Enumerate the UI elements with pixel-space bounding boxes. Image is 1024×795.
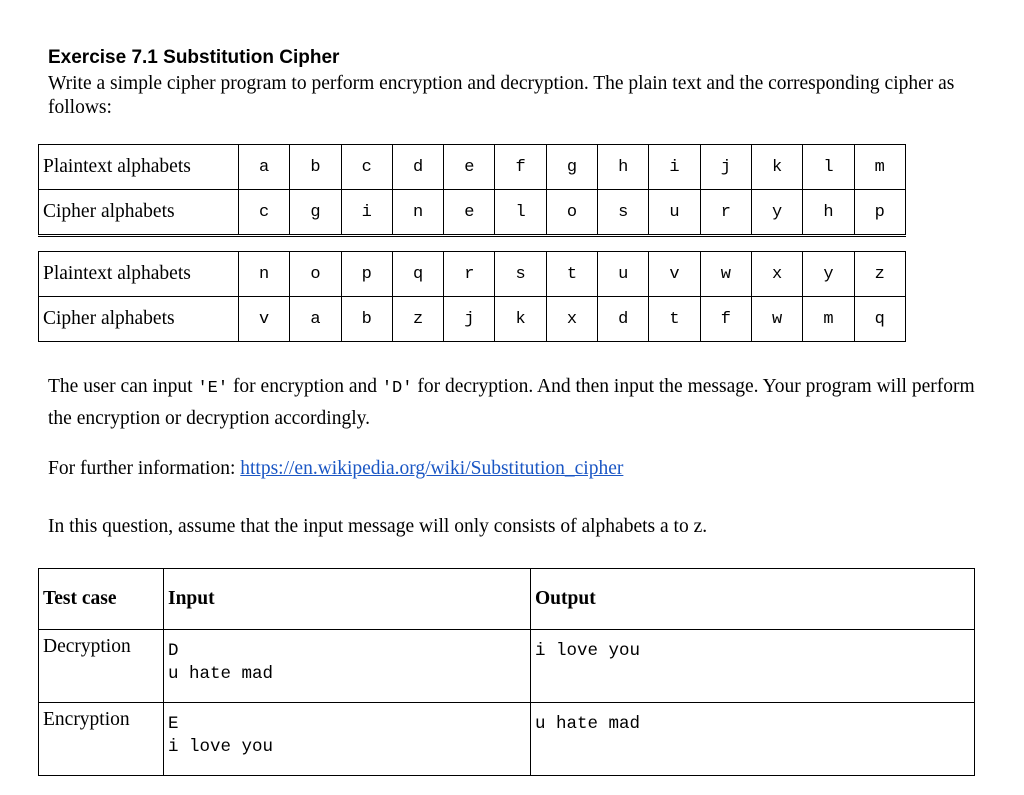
table-divider-line [38, 236, 906, 237]
plain-cell: n [239, 252, 290, 297]
cipher-cell: d [598, 297, 649, 342]
plain-cell: t [546, 252, 597, 297]
cipher-cell: z [392, 297, 443, 342]
plain-cell: l [803, 145, 854, 190]
test-case-name: Encryption [39, 703, 164, 776]
cipher-cell: f [700, 297, 751, 342]
cipher-label: Cipher alphabets [39, 190, 239, 235]
cipher-cell: x [546, 297, 597, 342]
plain-cell: o [290, 252, 341, 297]
table-row [39, 630, 975, 703]
plain-cell: b [290, 145, 341, 190]
input-line: u hate mad [168, 664, 274, 684]
cipher-table-a-m [38, 144, 906, 235]
user-input-text-3: for decryption. And then input the message. Your program will perform the encryption or decryption accordingly. [48, 376, 975, 429]
cipher-cell: k [495, 297, 546, 342]
plain-cell: q [392, 252, 443, 297]
test-input [164, 630, 531, 703]
cipher-row [39, 190, 906, 235]
user-input-text-1: The user can input [48, 376, 198, 397]
plain-cell: v [649, 252, 700, 297]
plain-cell: j [700, 145, 751, 190]
cipher-cell: u [649, 190, 700, 235]
plain-cell: h [598, 145, 649, 190]
cipher-label: Cipher alphabets [39, 297, 239, 342]
cipher-cell: v [239, 297, 290, 342]
wikipedia-link[interactable]: https://en.wikipedia.org/wiki/Substitution_cipher [240, 458, 624, 479]
plaintext-row [39, 145, 906, 190]
test-output: u hate mad [531, 703, 975, 776]
cipher-cell: h [803, 190, 854, 235]
input-line: i love you [168, 737, 274, 757]
cipher-cell: s [598, 190, 649, 235]
user-input-paragraph [48, 372, 998, 434]
plain-cell: y [803, 252, 854, 297]
plain-cell: p [341, 252, 392, 297]
plain-cell: s [495, 252, 546, 297]
cipher-cell: l [495, 190, 546, 235]
cipher-cell: r [700, 190, 751, 235]
cipher-cell: o [546, 190, 597, 235]
plain-cell: i [649, 145, 700, 190]
plain-cell: m [854, 145, 905, 190]
cipher-cell: i [341, 190, 392, 235]
decrypt-code: 'D' [381, 379, 413, 398]
input-line: E [168, 714, 179, 734]
cipher-table-n-z [38, 251, 906, 342]
cipher-cell: c [239, 190, 290, 235]
cipher-cell: n [392, 190, 443, 235]
cipher-cell: e [444, 190, 495, 235]
plain-cell: a [239, 145, 290, 190]
test-case-name: Decryption [39, 630, 164, 703]
table-row [39, 703, 975, 776]
encrypt-code: 'E' [197, 379, 229, 398]
plain-cell: x [751, 252, 802, 297]
plain-cell: g [546, 145, 597, 190]
plain-cell: c [341, 145, 392, 190]
user-input-text-2: for encryption and [228, 376, 382, 397]
cipher-cell: g [290, 190, 341, 235]
plain-cell: w [700, 252, 751, 297]
cipher-cell: y [751, 190, 802, 235]
plaintext-label: Plaintext alphabets [39, 145, 239, 190]
plain-cell: u [598, 252, 649, 297]
plain-cell: k [751, 145, 802, 190]
plaintext-label: Plaintext alphabets [39, 252, 239, 297]
cipher-cell: m [803, 297, 854, 342]
cipher-cell: b [341, 297, 392, 342]
cipher-row [39, 297, 906, 342]
intro-paragraph: Write a simple cipher program to perform encryption and decryption. The plain text and the corresponding cipher as follows: [48, 73, 955, 118]
test-output: i love you [531, 630, 975, 703]
info-paragraph [48, 457, 998, 481]
cipher-cell: t [649, 297, 700, 342]
plain-cell: f [495, 145, 546, 190]
input-line: D [168, 641, 179, 661]
plain-cell: e [444, 145, 495, 190]
header-test-case: Test case [39, 569, 164, 630]
cipher-cell: j [444, 297, 495, 342]
plain-cell: d [392, 145, 443, 190]
cipher-cell: p [854, 190, 905, 235]
header-input: Input [164, 569, 531, 630]
test-input [164, 703, 531, 776]
info-label: For further information: [48, 458, 241, 479]
test-header-row [39, 569, 975, 630]
cipher-cell: w [751, 297, 802, 342]
cipher-cell: a [290, 297, 341, 342]
plain-cell: r [444, 252, 495, 297]
assumption-paragraph: In this question, assume that the input message will only consists of alphabets a to z. [48, 516, 708, 537]
cipher-cell: q [854, 297, 905, 342]
page-title: Exercise 7.1 Substitution Cipher [48, 47, 340, 68]
header-output: Output [531, 569, 975, 630]
plaintext-row [39, 252, 906, 297]
plain-cell: z [854, 252, 905, 297]
test-case-table [38, 568, 975, 776]
